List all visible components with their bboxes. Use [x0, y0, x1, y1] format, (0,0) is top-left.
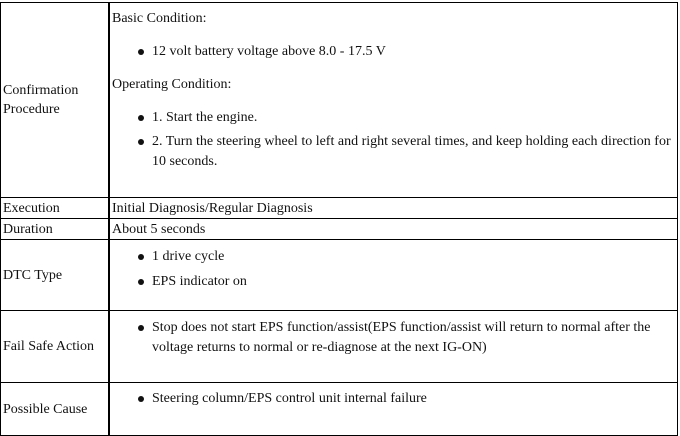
row-label: Confirmation Procedure — [1, 3, 110, 198]
list-item-text: 12 volt battery voltage above 8.0 - 17.5 V — [152, 44, 386, 59]
list-item-text: Steering column/EPS control unit internal failure — [152, 391, 427, 406]
row-label: Fail Safe Action — [1, 311, 110, 383]
list-item-text: 1. Start the engine. — [152, 110, 258, 125]
list-item — [134, 318, 675, 358]
row-value — [109, 240, 678, 311]
bullet-icon — [138, 115, 144, 121]
bullet-icon — [138, 49, 144, 55]
row-value — [109, 383, 678, 436]
bullet-icon — [138, 396, 144, 402]
table-row — [1, 3, 678, 198]
operating-condition-list — [112, 108, 675, 172]
row-label: Execution — [1, 198, 110, 219]
row-label: DTC Type — [1, 240, 110, 311]
list-item — [134, 389, 675, 409]
bullet-icon — [138, 254, 144, 260]
possible-cause-list — [112, 389, 675, 409]
table-row — [1, 311, 678, 383]
list-item — [134, 42, 675, 62]
basic-condition-list — [112, 42, 675, 62]
row-value: Initial Diagnosis/Regular Diagnosis — [109, 198, 678, 219]
list-item — [134, 132, 675, 172]
list-item — [134, 272, 675, 292]
list-item-text: 2. Turn the steering wheel to left and right several times, and keep holding each direction for 10 seconds. — [152, 134, 671, 169]
fail-safe-list — [112, 318, 675, 358]
list-item-text: Stop does not start EPS function/assist(EPS function/assist will return to normal after the voltage returns to normal or re-diagnose at the next IG-ON) — [152, 320, 651, 355]
list-item-text: EPS indicator on — [152, 274, 247, 289]
table-row — [1, 219, 678, 240]
list-item-text: 1 drive cycle — [152, 249, 225, 264]
list-item — [134, 247, 675, 267]
basic-condition-heading: Basic Condition: — [112, 11, 207, 26]
bullet-icon — [138, 139, 144, 145]
bullet-icon — [138, 279, 144, 285]
row-value: About 5 seconds — [109, 219, 678, 240]
dtc-type-list — [112, 247, 675, 292]
row-label: Possible Cause — [1, 383, 110, 436]
operating-condition-heading: Operating Condition: — [112, 77, 232, 92]
bullet-icon — [138, 325, 144, 331]
row-label: Duration — [1, 219, 110, 240]
list-item — [134, 108, 675, 128]
table-row — [1, 240, 678, 311]
table-row — [1, 198, 678, 219]
table-row — [1, 383, 678, 436]
row-value — [109, 3, 678, 198]
row-value — [109, 311, 678, 383]
diagnostic-spec-table — [0, 2, 678, 436]
